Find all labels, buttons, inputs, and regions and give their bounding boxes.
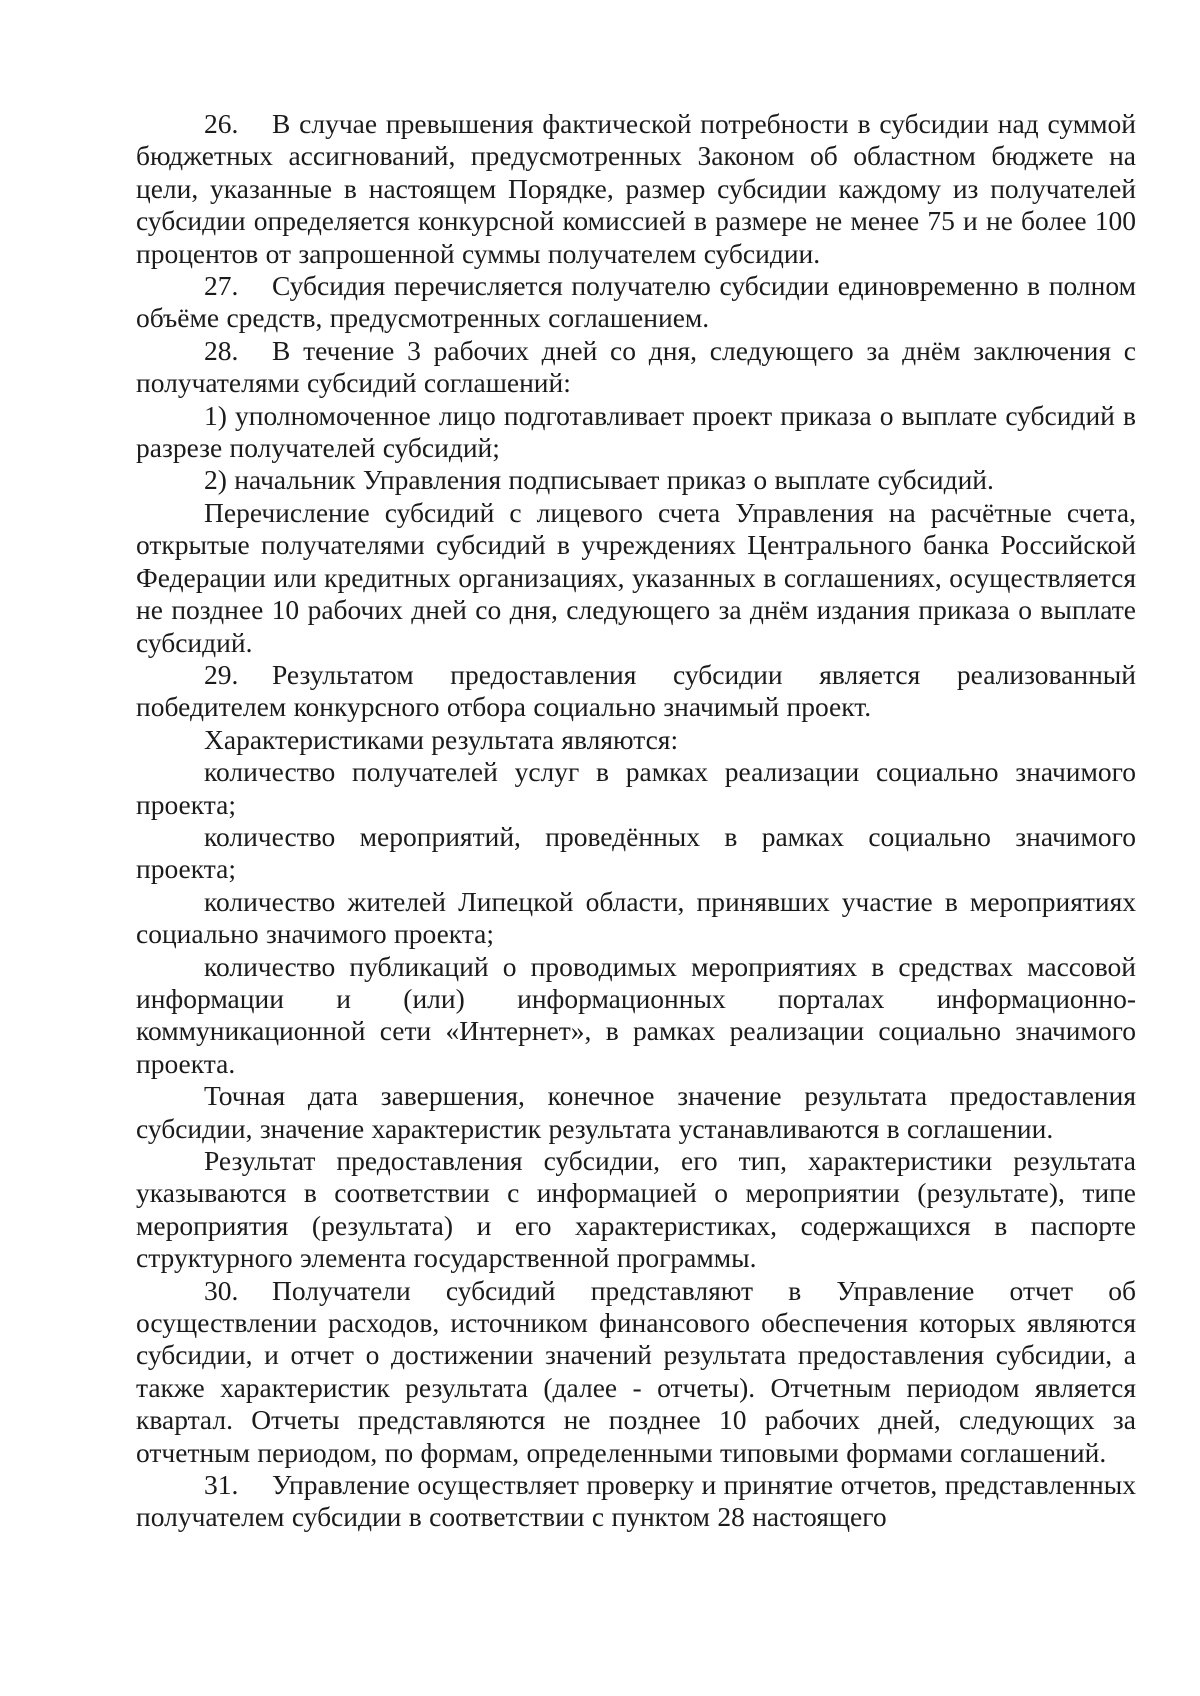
paragraph-text: В случае превышения фактической потребности в субсидии над суммой бюджетных ассигнований, предусмотренных Законом об областном бюджете на цели, указанные в настоящем Порядке, размер субсидии каждому из получателей субсидии определяется конкурсной комиссией в размере не менее 75 и не более 100 процентов от запрошенной суммы получателем субсидии.: [136, 108, 1136, 269]
paragraph-26: [136, 108, 1136, 270]
paragraph-text: количество публикаций о проводимых мероприятиях в средствах массовой информации и (или) информационных порталах информационно-коммуникационной сети «Интернет», в рамках реализации социально значимого проекта.: [136, 950, 1136, 1079]
paragraph-text: количество жителей Липецкой области, принявших участие в мероприятиях социально значимого проекта;: [136, 885, 1136, 950]
paragraph-28-item-1: [136, 400, 1136, 465]
paragraph-28-item-2: [136, 464, 1136, 496]
paragraph-28: [136, 335, 1136, 400]
paragraph-text: Перечисление субсидий с лицевого счета Управления на расчётные счета, открытые получателями субсидий в учреждениях Центрального банка Российской Федерации или кредитных организациях, указанных в соглашениях, осуществляется не позднее 10 рабочих дней со дня, следующего за днём издания приказа о выплате субсидий.: [136, 496, 1136, 658]
paragraph-29: [136, 659, 1136, 724]
paragraph-number: 27.: [204, 270, 239, 302]
paragraph-30: [136, 1275, 1136, 1469]
paragraph-29-characteristics: [136, 724, 1136, 756]
paragraph-29-item-3: [136, 886, 1136, 951]
paragraph-29-result-type: [136, 1145, 1136, 1275]
paragraph-29-item-1: [136, 756, 1136, 821]
paragraph-29-item-4: [136, 951, 1136, 1081]
paragraph-number: 28.: [204, 334, 239, 366]
paragraph-text: Управление осуществляет проверку и принятие отчетов, представленных получателем субсидии в соответствии с пунктом 28 настоящего: [136, 1469, 1136, 1533]
paragraph-number: 29.: [204, 658, 239, 690]
paragraph-text: Результатом предоставления субсидии является реализованный победителем конкурсного отбора социально значимый проект.: [136, 658, 1136, 723]
paragraph-text: количество мероприятий, проведённых в рамках социально значимого проекта;: [136, 820, 1136, 885]
paragraph-text: В течение 3 рабочих дней со дня, следующего за днём заключения с получателями субсидий соглашений:: [136, 334, 1136, 399]
paragraph-text: Субсидия перечисляется получателю субсидии единовременно в полном объёме средств, предусмотренных соглашением.: [136, 270, 1136, 334]
paragraph-text: 1) уполномоченное лицо подготавливает проект приказа о выплате субсидий в разрезе получателей субсидий;: [136, 399, 1136, 464]
paragraph-number: 30.: [204, 1274, 239, 1306]
paragraph-text: количество получателей услуг в рамках реализации социально значимого проекта;: [136, 756, 1136, 820]
paragraph-29-item-2: [136, 821, 1136, 886]
paragraph-27: [136, 270, 1136, 335]
paragraph-number: 26.: [204, 108, 239, 139]
paragraph-text: Точная дата завершения, конечное значение результата предоставления субсидии, значение характеристик результата устанавливаются в соглашении.: [136, 1080, 1136, 1144]
paragraph-text: Получатели субсидий представляют в Управление отчет об осуществлении расходов, источником финансового обеспечения которых являются субсидии, и отчет о достижении значений результата предоставления субсидии, а также характеристик результата (далее - отчеты). Отчетным периодом является квартал. Отчеты представляются не позднее 10 рабочих дней, следующих за отчетным периодом, по формам, определенными типовыми формами соглашений.: [136, 1274, 1136, 1468]
paragraph-text: Характеристиками результата являются:: [204, 723, 679, 755]
paragraph-text: Результат предоставления субсидии, его тип, характеристики результата указываются в соответствии с информацией о мероприятии (результате), типе мероприятия (результата) и его характеристиках, содержащихся в паспорте структурного элемента государственной программы.: [136, 1145, 1136, 1274]
paragraph-number: 31.: [204, 1469, 239, 1501]
paragraph-28-transfer: [136, 497, 1136, 659]
paragraph-text: 2) начальник Управления подписывает приказ о выплате субсидий.: [204, 464, 994, 496]
document-page: [136, 108, 1136, 1534]
paragraph-29-exact-date: [136, 1080, 1136, 1145]
paragraph-31: [136, 1469, 1136, 1534]
